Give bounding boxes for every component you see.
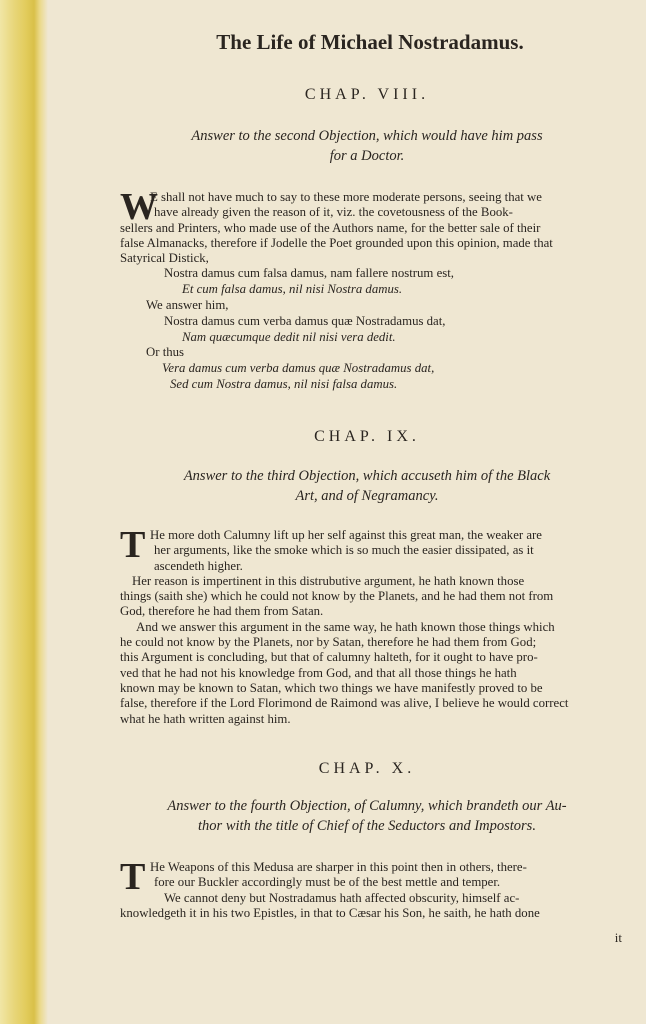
text-line: false, therefore if the Lord Florimond de Raimond was alive, I believe he would correct xyxy=(120,696,569,711)
text-line: God, therefore he had them from Satan. xyxy=(120,604,324,619)
text-line: ascendeth higher. xyxy=(154,558,243,573)
verse-block xyxy=(120,266,626,392)
subtitle-line: Art, and of Negramancy. xyxy=(295,488,439,504)
text-line: her arguments, like the smoke which is so much the easier dissipated, as it xyxy=(154,543,534,558)
chapter-heading-10: CHAP. X. xyxy=(318,760,416,777)
text-line: he could not know by the Planets, nor by Satan, therefore he had them from God; xyxy=(120,635,537,650)
running-head: The Life of Michael Nostradamus. xyxy=(216,30,524,54)
verse-line: Et cum falsa damus, nil nisi Nostra damus. xyxy=(182,282,403,297)
text-line: Her reason is impertinent in this distrubutive argument, he hath known those xyxy=(132,573,525,588)
verse-line: Nostra damus cum verba damus quæ Nostradamus dat, xyxy=(164,313,446,328)
verse-line: Sed cum Nostra damus, nil nisi falsa damus. xyxy=(170,377,398,392)
text-line: Satyrical Distick, xyxy=(120,251,209,266)
text-line: known may be known to Satan, which two things we have manifestly proved to be xyxy=(120,680,543,695)
text-line: He Weapons of this Medusa are sharper in this point then in others, there- xyxy=(150,860,527,874)
text-line: false Almanacks, therefore if Jodelle the Poet grounded upon this opinion, made that xyxy=(120,235,553,250)
verse-line: Or thus xyxy=(146,345,185,360)
book-binding-edge xyxy=(0,0,48,1024)
verse-line: We answer him, xyxy=(146,298,229,313)
subtitle-line: Answer to the second Objection, which would have him pass xyxy=(191,128,543,144)
text-line: sellers and Printers, who made use of the Authors name, for the better sale of their xyxy=(120,220,541,235)
text-line: what he hath written against him. xyxy=(120,711,291,726)
text-line: And we answer this argument in the same way, he hath known those things which xyxy=(136,619,555,634)
text-line: things (saith she) which he could not know by the Planets, and he had them not from xyxy=(120,589,554,604)
text-line: this Argument is concluding, but that of calumny halteth, for it ought to have pro- xyxy=(120,650,538,665)
chapter-subtitle-9 xyxy=(110,466,624,506)
verse-line: Vera damus cum verba damus quæ Nostradamus dat, xyxy=(162,361,435,376)
paragraph xyxy=(120,856,626,921)
drop-cap: T xyxy=(120,524,146,566)
text-line: We cannot deny but Nostradamus hath affected obscurity, himself ac- xyxy=(164,890,520,905)
catchword: it xyxy=(614,930,622,945)
chapter-10-body xyxy=(120,856,626,921)
paragraph xyxy=(120,524,626,574)
chapter-heading-9: CHAP. IX. xyxy=(314,428,420,445)
subtitle-line: Answer to the fourth Objection, of Calumny, which brandeth our Au- xyxy=(167,798,567,814)
chapter-subtitle-10 xyxy=(110,796,624,836)
text-line: ved that he had not his knowledge from God, and that all those things he hath xyxy=(120,665,517,680)
subtitle-line: Answer to the third Objection, which accuseth him of the Black xyxy=(183,468,551,484)
chapter-heading-8: CHAP. VIII. xyxy=(304,86,430,103)
chapter-9-body xyxy=(120,524,626,727)
chapter-subtitle-8 xyxy=(110,126,624,166)
subtitle-line: thor with the title of Chief of the Seductors and Impostors. xyxy=(198,818,536,834)
verse-line: Nam quæcumque dedit nil nisi vera dedit. xyxy=(182,329,396,344)
chapter-8-body xyxy=(120,186,626,393)
drop-cap: W xyxy=(120,186,158,228)
text-line: have already given the reason of it, viz. the covetousness of the Book- xyxy=(154,205,513,220)
text-line: fore our Buckler accordingly must be of the best mettle and temper. xyxy=(154,875,501,890)
subtitle-line: for a Doctor. xyxy=(329,148,405,164)
text-line: knowledgeth it in his two Epistles, in that to Cæsar his Son, he saith, he hath done xyxy=(120,905,540,920)
verse-line: Nostra damus cum falsa damus, nam fallere nostrum est, xyxy=(164,266,454,281)
text-line: He more doth Calumny lift up her self against this great man, the weaker are xyxy=(150,528,542,542)
text-line: E shall not have much to say to these more moderate persons, seeing that we xyxy=(150,190,542,204)
book-page xyxy=(110,0,624,1024)
paragraph xyxy=(120,186,626,266)
drop-cap: T xyxy=(120,856,146,898)
